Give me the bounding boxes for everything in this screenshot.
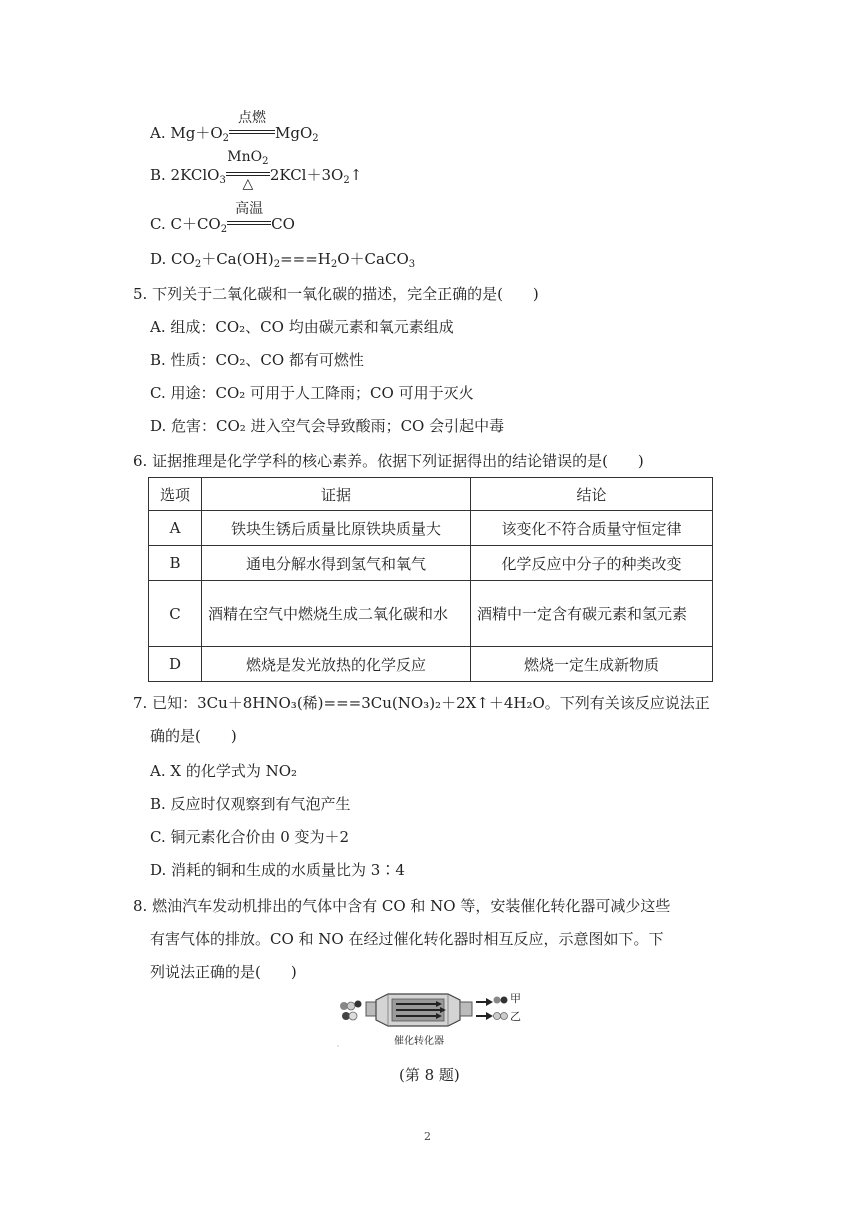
q5-option-d: D. 危害：CO₂ 进入空气会导致酸雨；CO 会引起中毒 [150, 417, 505, 435]
table-cell: 铁块生锈后质量比原铁块质量大 [202, 511, 471, 546]
q4-option-a: A. $Mg+O_2$ 点燃 MgO$_2$ [150, 110, 319, 144]
table-cell: 燃烧是发光放热的化学反应 [202, 647, 471, 682]
product-label: 乙 [510, 1010, 521, 1023]
table-cell: D [149, 647, 202, 682]
table-cell: 酒精中一定含有碳元素和氢元素 [471, 581, 713, 647]
table-cell: 化学反应中分子的种类改变 [471, 546, 713, 581]
q5-option-b: B. 性质：CO₂、CO 都有可燃性 [150, 351, 364, 369]
table-row [149, 647, 713, 682]
table-cell: C [149, 581, 202, 647]
table-cell: 燃烧一定生成新物质 [471, 647, 713, 682]
table-cell: 通电分解水得到氢气和氧气 [202, 546, 471, 581]
q4-option-b: B. 2KClO$_3$ MnO$_2$ △ $2KCl+3O_2↑$ [150, 149, 363, 192]
table-cell: B [149, 546, 202, 581]
table-cell: 该变化不符合质量守恒定律 [471, 511, 713, 546]
condition-arrow: MnO$_2$ △ [227, 149, 269, 192]
q4-option-c: C. $C+CO_2$ 高温 CO [150, 201, 295, 235]
page-number: 2 [424, 1130, 431, 1143]
q6-stem: 6. 证据推理是化学学科的核心素养。依据下列证据得出的结论错误的是( ) [133, 452, 644, 470]
table-header: 结论 [471, 478, 713, 511]
table-header-row [149, 478, 713, 511]
q4-option-d: D. $CO_2+Ca(OH)_2===H_2O+CaCO_3$ [150, 250, 416, 270]
catalytic-converter-diagram [336, 986, 526, 1056]
q7-option-a: A. X 的化学式为 NO₂ [150, 762, 298, 780]
q5-stem: 5. 下列关于二氧化碳和一氧化碳的描述，完全正确的是( ) [133, 285, 539, 303]
q8-stem-cont: 有害气体的排放。CO 和 NO 在经过催化转化器时相互反应，示意图如下。下 [150, 930, 664, 948]
q7-stem-cont: 确的是( ) [150, 727, 237, 745]
table-row [149, 581, 713, 647]
product-label: 甲 [510, 992, 521, 1005]
figure-caption: (第 8 题) [399, 1066, 460, 1084]
q7-option-d: D. 消耗的铜和生成的水质量比为 3∶4 [150, 861, 405, 879]
table-cell: 酒精在空气中燃烧生成二氧化碳和水 [202, 581, 471, 647]
q5-option-a: A. 组成：CO₂、CO 均由碳元素和氧元素组成 [150, 318, 454, 336]
q5-option-c: C. 用途：CO₂ 可用于人工降雨；CO 可用于灭火 [150, 384, 474, 402]
q8-stem-cont: 列说法正确的是( ) [150, 963, 297, 981]
q7-stem: 7. 已知：3Cu＋8HNO₃(稀)===3Cu(NO₃)₂＋2X↑＋4H₂O。下列有关该反应说法正 [133, 694, 710, 712]
table-header: 选项 [149, 478, 202, 511]
condition-arrow: 高温 [227, 215, 271, 233]
q8-stem: 8. 燃油汽车发动机排出的气体中含有 CO 和 NO 等，安装催化转化器可减少这些 [133, 897, 671, 915]
table-row [149, 511, 713, 546]
diagram-label: 催化转化器 [394, 1036, 444, 1047]
evidence-table [148, 477, 713, 682]
table-header: 证据 [202, 478, 471, 511]
q7-option-b: B. 反应时仅观察到有气泡产生 [150, 795, 351, 813]
condition-arrow: 点燃 [229, 124, 275, 142]
table-row [149, 546, 713, 581]
table-cell: A [149, 511, 202, 546]
q7-option-c: C. 铜元素化合价由 0 变为＋2 [150, 828, 350, 846]
